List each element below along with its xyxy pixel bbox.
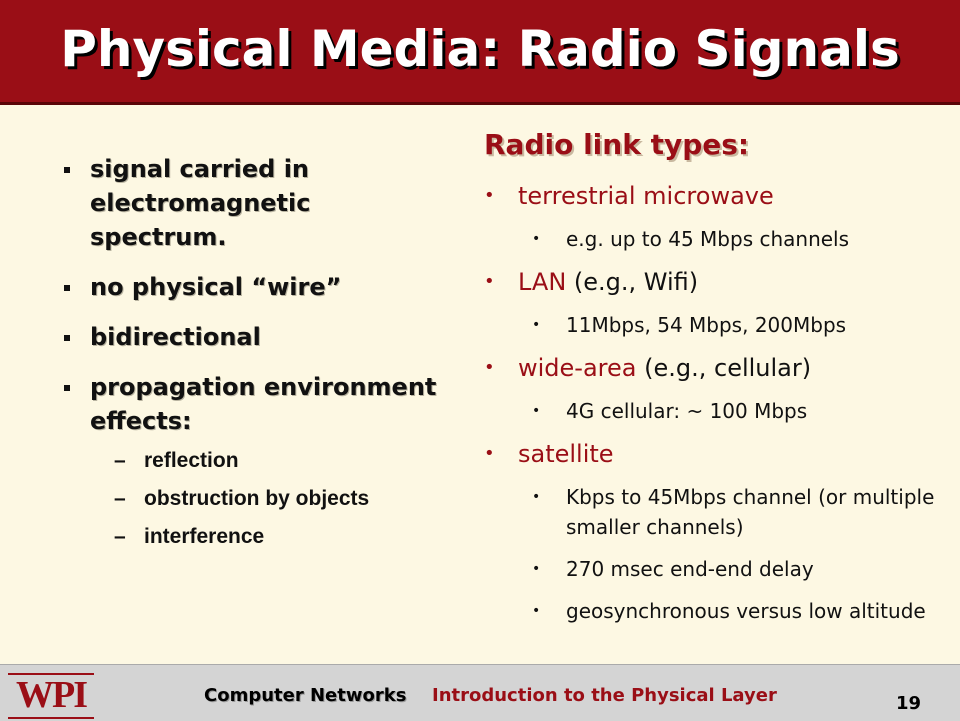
link-type-item: [484, 438, 944, 470]
detail-text: 270 msec end-end delay: [566, 557, 814, 581]
link-type-label: LAN: [518, 268, 567, 296]
square-bullet-icon: [64, 167, 70, 173]
left-bullet-list: [62, 152, 452, 562]
bullet-dot-icon: •: [532, 561, 541, 577]
bullet-dot-icon: •: [532, 231, 541, 247]
bullet-item: [62, 152, 452, 254]
chapter-title: Introduction to the Physical Layer: [432, 685, 777, 706]
link-type-note: (e.g., cellular): [636, 354, 812, 382]
bullet-dot-icon: •: [532, 317, 541, 333]
right-bullet-list: [484, 180, 944, 638]
link-type-item: [484, 180, 944, 212]
link-type-item: [484, 266, 944, 298]
sub-bullet-text: obstruction by objects: [144, 487, 370, 510]
link-type-detail: [484, 596, 944, 626]
detail-text: geosynchronous versus low altitude: [566, 599, 926, 623]
link-type-label: satellite: [518, 440, 614, 468]
footer-bar: [0, 664, 960, 721]
dash-bullet-icon: –: [114, 487, 126, 510]
bullet-item: [62, 370, 452, 438]
dash-bullet-icon: –: [114, 525, 126, 548]
course-name: Computer Networks: [204, 685, 407, 706]
detail-text: e.g. up to 45 Mbps channels: [566, 227, 850, 251]
bullet-dot-icon: •: [484, 357, 495, 378]
sub-bullet-item: [62, 524, 452, 550]
bullet-dot-icon: •: [532, 403, 541, 419]
radio-link-types-heading: Radio link types:: [484, 128, 750, 161]
link-type-label: wide-area: [518, 354, 637, 382]
link-type-note: (e.g., Wifi): [566, 268, 699, 296]
wpi-logo: WPI: [8, 673, 94, 719]
link-type-detail: [484, 224, 944, 254]
link-type-detail: [484, 396, 944, 426]
title-bar: [0, 0, 960, 105]
slide-title: Physical Media: Radio Signals: [60, 20, 900, 78]
detail-text: 11Mbps, 54 Mbps, 200Mbps: [566, 313, 847, 337]
bullet-item: [62, 270, 452, 304]
bullet-text: no physical “wire”: [90, 273, 342, 301]
detail-text: 4G cellular: ~ 100 Mbps: [566, 399, 808, 423]
page-number: 19: [896, 693, 922, 714]
bullet-dot-icon: •: [484, 443, 495, 464]
sub-bullet-item: [62, 448, 452, 474]
link-type-label: terrestrial microwave: [518, 182, 774, 210]
square-bullet-icon: [64, 285, 70, 291]
bullet-dot-icon: •: [532, 489, 541, 505]
link-type-detail: [484, 482, 944, 542]
link-type-detail: [484, 310, 944, 340]
bullet-dot-icon: •: [484, 185, 495, 206]
bullet-item: [62, 320, 452, 354]
link-type-detail: [484, 554, 944, 584]
sub-bullet-text: reflection: [144, 449, 239, 472]
bullet-text: signal carried in electromagnetic spectrum.: [90, 155, 311, 251]
bullet-text: bidirectional: [90, 323, 261, 351]
sub-bullet-text: interference: [144, 525, 265, 548]
bullet-text: propagation environment effects:: [90, 373, 437, 435]
dash-bullet-icon: –: [114, 449, 126, 472]
bullet-dot-icon: •: [532, 603, 541, 619]
sub-bullet-item: [62, 486, 452, 512]
link-type-item: [484, 352, 944, 384]
bullet-dot-icon: •: [484, 271, 495, 292]
square-bullet-icon: [64, 385, 70, 391]
square-bullet-icon: [64, 335, 70, 341]
detail-text: Kbps to 45Mbps channel (or multiple smaller channels): [566, 485, 935, 539]
